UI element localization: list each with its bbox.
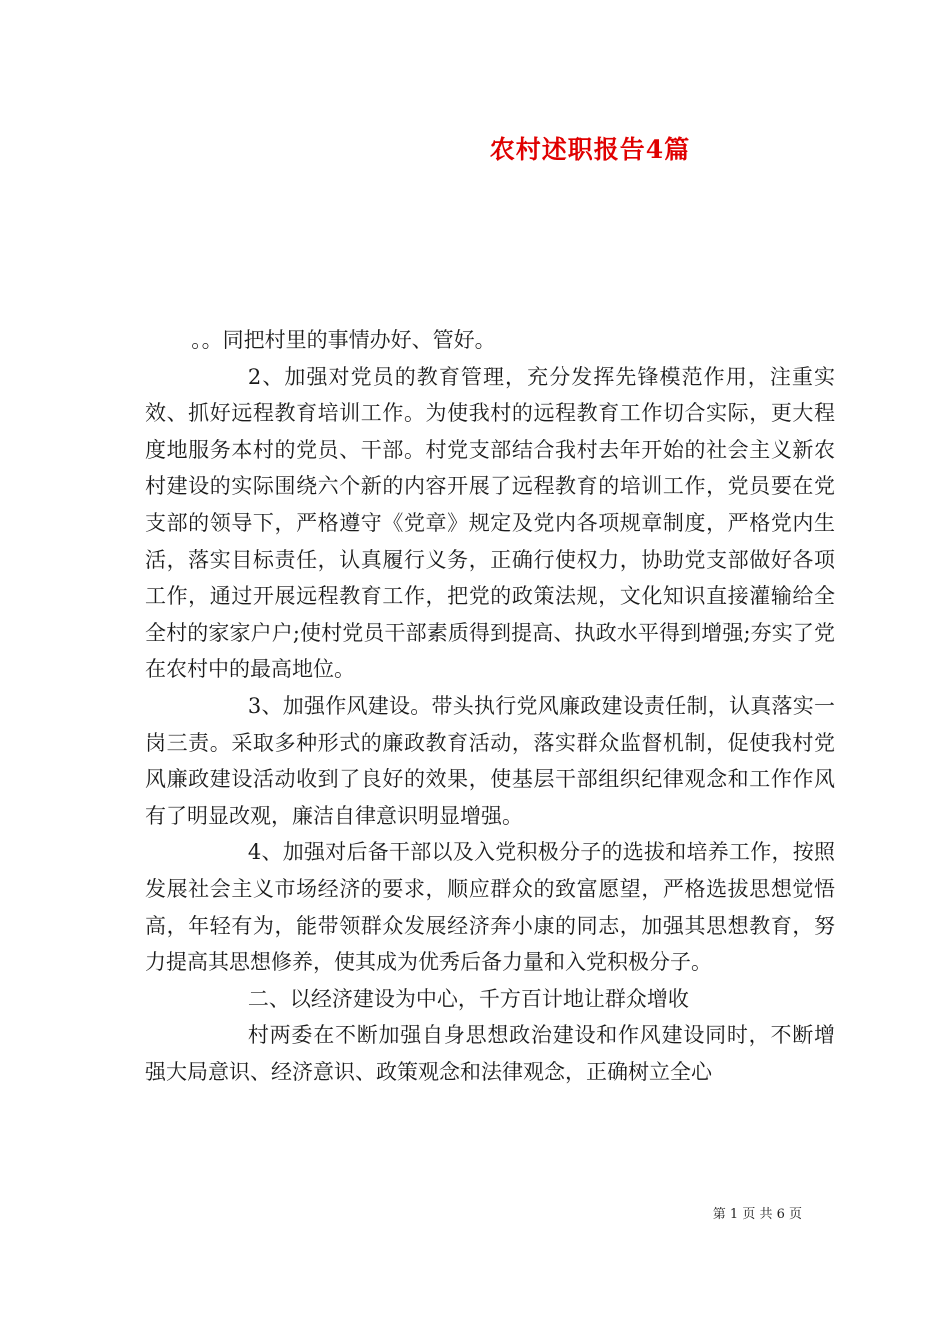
document-body (145, 322, 835, 1090)
paragraph-1: 。。同把村里的事情办好、管好。 (191, 328, 496, 352)
paragraph-5: 村两委在不断加强自身思想政治建设和作风建设同时，不断增强大局意识、经济意识、政策观念和法律观念，正确树立全心 (145, 1023, 835, 1084)
paragraph-3: 3、加强作风建设。带头执行党风廉政建设责任制，认真落实一岗三责。采取多种形式的廉政教育活动，落实群众监督机制，促使我村党风廉政建设活动收到了良好的效果，使基层干部组织纪律观念和工作作风有了明显改观，廉洁自律意识明显增强。 (145, 693, 835, 828)
page-number-footer: 第 1 页 共 6 页 (712, 1207, 802, 1222)
document-title: 农村述职报告4篇 (489, 135, 691, 164)
section-heading: 二、以经济建设为中心，千方百计地让群众增收 (247, 986, 689, 1011)
paragraph-4: 4、加强对后备干部以及入党积极分子的选拔和培养工作，按照发展社会主义市场经济的要求，顺应群众的致富愿望，严格选拔思想觉悟高，年轻有为，能带领群众发展经济奔小康的同志，加强其思想教育，努力提高其思想修养，使其成为优秀后备力量和入党积极分子。 (145, 840, 835, 975)
paragraph-2: 2、加强对党员的教育管理，充分发挥先锋模范作用，注重实效、抓好远程教育培训工作。为使我村的远程教育工作切合实际，更大程度地服务本村的党员、干部。村党支部结合我村去年开始的社会主义新农村建设的实际围绕六个新的内容开展了远程教育的培训工作，党员要在党支部的领导下，严格遵守《党章》规定及党内各项规章制度，严格党内生活，落实目标责任，认真履行义务，正确行使权力，协助党支部做好各项工作，通过开展远程教育工作，把党的政策法规，文化知识直接灌输给全全村的家家户户;使村党员干部素质得到提高、执政水平得到增强;夯实了党在农村中的最高地位。 (145, 364, 835, 682)
